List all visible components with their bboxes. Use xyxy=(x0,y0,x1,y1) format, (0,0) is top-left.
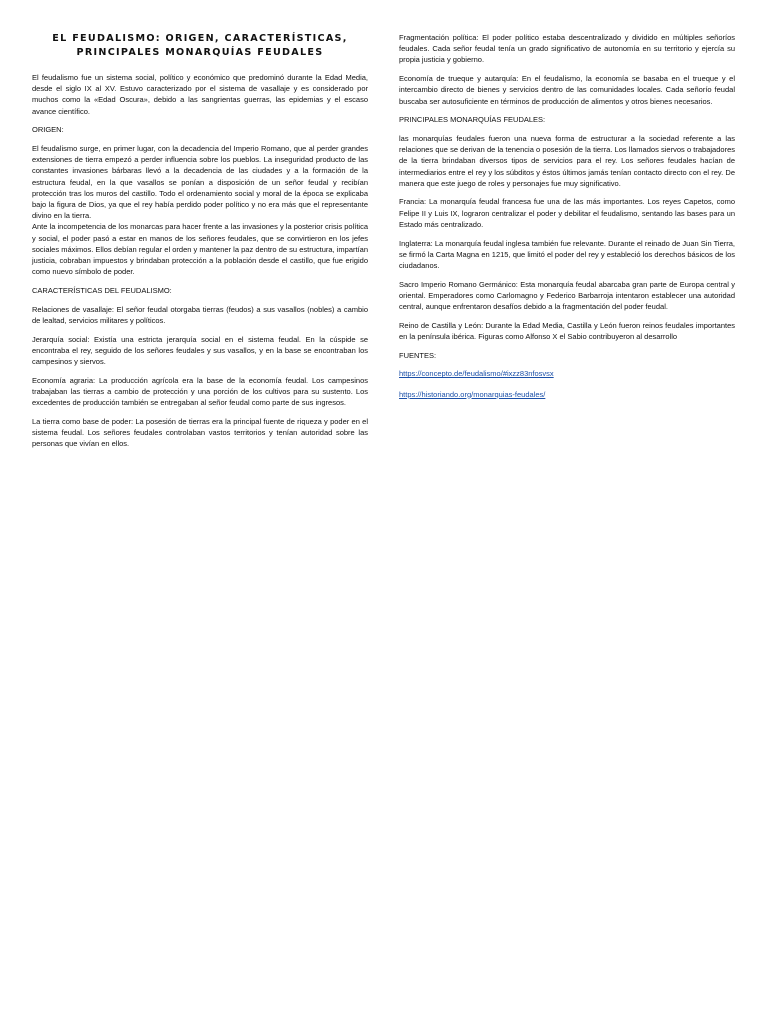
monarquia-inglaterra: Inglaterra: La monarquía feudal inglesa también fue relevante. Durante el reinado de Juan Sin Tierra, se firmó la Carta Magna en 1215, que limitó el poder del rey y estableció los derechos básicos de los ciudadanos. xyxy=(399,238,735,270)
intro-paragraph: El feudalismo fue un sistema social, político y económico que predominó durante la Edad Media, desde el siglo IX al XV. Estuvo caracterizado por el sistema de vasallaje y es considerado por muchos como la «Edad Oscura», debido a las sangrientas guerras, las epidemias y el escaso avance científico. xyxy=(32,73,368,116)
monarquia-sacro-imperio: Sacro Imperio Romano Germánico: Esta monarquía feudal abarcaba gran parte de Europa central y oriental. Emperadores como Carlomagno y Federico Barbarroja intentaron establecer una autoridad central, aunque enfrentaron desafíos debido a la fragmentación del poder feudal. xyxy=(399,279,735,312)
monarquia-castilla: Reino de Castilla y León: Durante la Edad Media, Castilla y León fueron reinos feudales importantes en la península ibérica. Figuras como Alfonso X el Sabio contribuyeron al desarrollo xyxy=(399,320,735,341)
caracteristica-vasallaje: Relaciones de vasallaje: El señor feudal otorgaba tierras (feudos) a sus vasallos (nobles) a cambio de lealtad, servicios militares y políticos. xyxy=(32,304,368,325)
left-column xyxy=(32,32,368,457)
caracteristica-tierra: La tierra como base de poder: La posesión de tierras era la principal fuente de riqueza y poder en el sistema feudal. Los señores feudales controlaban vastos territorios y tenían autoridad sobre las personas que vivían en ellos. xyxy=(32,416,368,449)
source-link-concepto[interactable]: https://concepto.de/feudalismo/#ixzz83nfosvsx xyxy=(399,369,554,379)
caracteristica-trueque: Economía de trueque y autarquía: En el feudalismo, la economía se basaba en el trueque y el intercambio directo de bienes y servicios dentro de las comunidades locales. Cada señorío feudal buscaba ser autosuficiente en términos de producción de alimentos y otros bienes necesarios. xyxy=(399,74,735,106)
origen-heading: ORIGEN: xyxy=(32,125,64,135)
title-line-1: EL FEUDALISMO: ORIGEN, CARACTERÍSTICAS, xyxy=(52,33,348,44)
caracteristica-fragmentacion: Fragmentación política: El poder político estaba descentralizado y dividido en múltiples señoríos feudales. Cada señor feudal tenía un grado significativo de autonomía en su territorio y ejercía su propia justicia y gobierno. xyxy=(399,33,735,65)
caracteristicas-heading: CARACTERÍSTICAS DEL FEUDALISMO: xyxy=(32,285,172,295)
right-column xyxy=(399,32,735,409)
fuentes-heading: FUENTES: xyxy=(399,350,437,360)
monarquias-heading: PRINCIPALES MONARQUÍAS FEUDALES: xyxy=(399,115,546,125)
monarquias-intro: las monarquías feudales fueron una nueva forma de estructurar a la sociedad referente a las relaciones que se derivan de la tenencia o posesión de la tierra. Los llamados siervos o trabajadores de la tierra brindaban diversos tipos de servicios para el rey. Los señores feudales hacían de intermediarios entre el rey y los súbditos y éstos últimos jamás tenían contacto directo con el rey. De manera que este juego de roles y personajes fue muy significativo. xyxy=(399,133,735,188)
document-title xyxy=(32,32,368,60)
monarquia-francia: Francia: La monarquía feudal francesa fue una de las más importantes. Los reyes Capetos, como Felipe II y Luis IX, lograron centralizar el poder y debilitar el feudalismo, sentando las bases para un Estado más centralizado. xyxy=(399,197,735,229)
origen-paragraph-2: Ante la incompetencia de los monarcas para hacer frente a las invasiones y la posterior crisis política y social, el poder pasó a estar en manos de los señores feudales, que se convirtieron en los jefes sociales máximos. Ellos debían regular el orden y mantener la paz dentro de su estructura, impartían justicia, cobraban impuestos y brindaban protección a la población desde el castillo, que fue erigido como nuevo símbolo de poder. xyxy=(32,222,368,277)
caracteristica-jerarquia: Jerarquía social: Existía una estricta jerarquía social en el sistema feudal. En la cúspide se encontraba el rey, seguido de los señores feudales y sus vasallos, y en la base se encontraban los campesinos y siervos. xyxy=(32,334,368,366)
title-line-2: PRINCIPALES MONARQUÍAS FEUDALES xyxy=(76,47,324,58)
origen-paragraph-1: El feudalismo surge, en primer lugar, con la decadencia del Imperio Romano, que al perder grandes extensiones de tierra empezó a perder influencia sobre los pueblos. La inseguridad producto de las constantes invasiones bárbaras llevó a la decadencia de las ciudades y a la formación de la estructura feudal, en la que vasallos se ponían a disposición de un señor feudal y recibían protección tras los muros del castillo. Todo el ordenamiento social y moral de la época se explicaba bajo la figura de Dios, ya que el rey había perdido poder político y no era más que el representante divino en la tierra. xyxy=(32,144,368,221)
caracteristica-economia: Economía agraria: La producción agrícola era la base de la economía feudal. Los campesinos trabajaban las tierras a cambio de protección y una porción de los cultivos para su sustento. Los excedentes de producción también se entregaban al señor feudal como parte de sus ingresos. xyxy=(32,375,368,408)
source-link-historiando[interactable]: https://historiando.org/monarquias-feudales/ xyxy=(399,389,546,399)
